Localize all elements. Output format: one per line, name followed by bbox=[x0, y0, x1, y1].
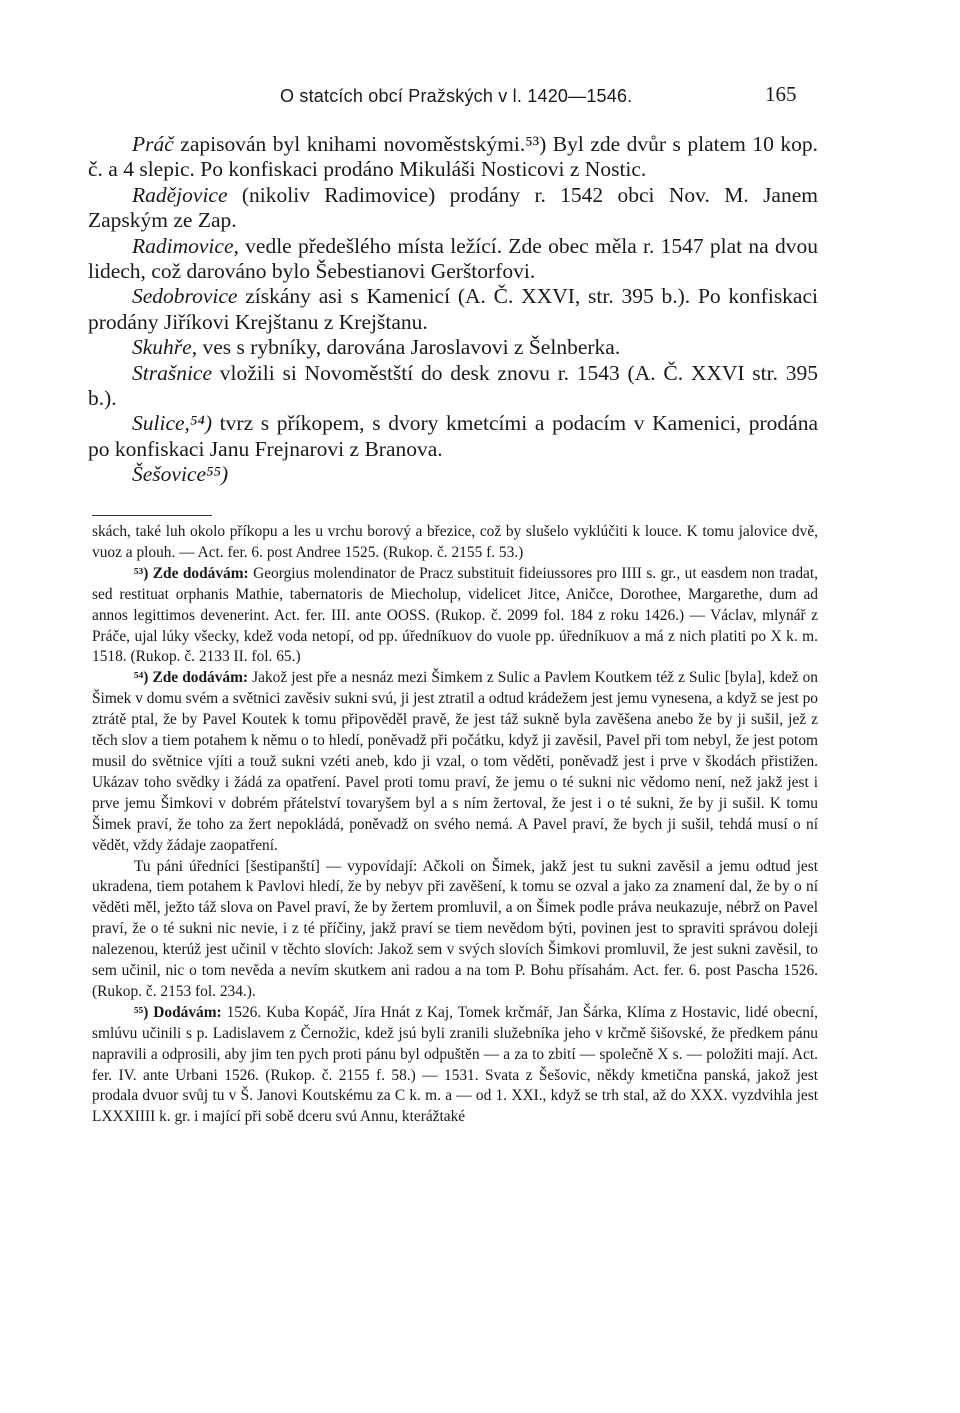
footnote-text: 1526. Kuba Kopáč, Jíra Hnát z Kaj, Tomek krčmář, Jan Šárka, Klíma z Hostavic, lidé obecní, smlúvu učinili s p. Ladislavem z Černožic, kdež jsú byli zranili služebníka jeho v krčmě šišovské, že předkem pánu napravili a odprosili, aby jim ten pych proti pánu byl odpuštěn — a za to zbití — společně X s. — položiti mají. Act. fer. IV. ante Urbani 1526. (Rukop. č. 2155 f. 58.) — 1531. Svata z Šešovic, někdy kmetična panská, jakož jest prodala dvuor svůj tu v Š. Janovi Koutskému za C k. m. a — od 1. XXI., když se trh stal, až do XXX. vyzdvihla jest LXXXIIII k. gr. i mající při sobě dceru svú Annu, kterážtaké bbox=[92, 1003, 819, 1126]
footnote-lead: ⁵³) Zde dodávám: bbox=[134, 564, 249, 582]
paragraph-strasnice bbox=[88, 361, 818, 412]
footnote-continuation bbox=[92, 522, 818, 564]
footnote-55 bbox=[92, 1003, 818, 1128]
place-name: Sedobrovice bbox=[132, 284, 238, 309]
footnote-text: Tu páni úředníci [šestipanští] — vypovídají: Ačkoli on Šimek, jakž jest tu sukni zavěsil a jemu odtud jest ukradena, tiem potahem k Pavlovi hledí, že by nebyv při zavěšení, k tomu se ozval a jako za znamení dal, že by o ní věděti měl, ježto táž slova on Pavel praví, že by žertem promluvil, a on Šimek podle práva neukazuje, nébrž on Pavel praví, že o té sukni nic nevie, i z té příčiny, jakž praví se tiem nevědom býti, povinen jest to spraviti správou doleji nalezenou, kterúž jest učinil v těchto slovích: Jakož sem v svých slovích Šimkovi promluvil, že jest sukni zavěsil, to sem učinil, nic o tom nevěda a nevím skutkem ani radou a na tom P. Bohu přísahám. Act. fer. 6. post Pascha 1526. (Rukop. č. 2153 fol. 234.). bbox=[92, 857, 818, 1000]
place-name: Práč bbox=[132, 132, 174, 156]
place-name: Strašnice bbox=[132, 360, 213, 385]
page-number: 165 bbox=[765, 82, 797, 106]
footnote-rule bbox=[92, 515, 212, 516]
footnote-lead: ⁵⁵) Dodávám: bbox=[134, 1003, 222, 1021]
paragraph-radejovice bbox=[88, 183, 818, 234]
paragraph-sesovice bbox=[88, 462, 818, 487]
footnote-54-verdict bbox=[92, 857, 818, 1003]
place-name: Radějovice bbox=[132, 182, 228, 207]
paragraph-text: tvrz s příkopem, s dvory kmetcími a podacím v Kamenici, prodána po konfiskaci Janu Frejnarovi z Branova. bbox=[88, 411, 818, 461]
place-name: Sulice,⁵⁴) bbox=[132, 411, 213, 436]
footnote-54 bbox=[92, 668, 818, 856]
paragraph-skuhre bbox=[88, 335, 818, 360]
paragraph-text: zapisován byl knihami novoměstskými.⁵³) Byl zde dvůr s platem 10 kop. č. a 4 slepic. Po konfiskaci prodáno Mikuláši Nosticovi z Nostic. bbox=[88, 132, 818, 182]
footnote-53 bbox=[92, 564, 818, 669]
paragraph-text: (nikoliv Radimovice) prodány r. 1542 obci Nov. M. Janem Zapským ze Zap. bbox=[88, 182, 818, 233]
paragraph-text: vložili si Novoměstští do desk znovu r. 1543 (A. Č. XXVI str. 395 b.). bbox=[88, 360, 818, 411]
paragraph-sulice bbox=[88, 411, 818, 462]
main-text bbox=[88, 132, 818, 488]
place-name: Skuhře, bbox=[132, 335, 198, 360]
running-title: O statcích obcí Pražských v l. 1420—1546. bbox=[280, 86, 633, 106]
footnotes bbox=[92, 522, 818, 1128]
footnote-text: skách, také luh okolo příkopu a les u vrchu borový a březice, což by slušelo vyklúčiti k louce. K tomu jalovice dvě, vuoz a plouh. — Act. fer. 6. post Andree 1525. (Rukop. č. 2155 f. 53.) bbox=[92, 523, 818, 561]
paragraph-sedobrovice bbox=[88, 284, 818, 335]
paragraph-prac bbox=[88, 132, 818, 183]
place-name: Šešovice⁵⁵) bbox=[132, 462, 229, 487]
footnote-text: Georgius molendinator de Pracz substituit fideiussores pro IIII s. gr., ut easdem non tradat, sed restituat orphanis Mathie, tabernatoris de Miecholup, videlicet Jitce, Aničce, Dorothee, Margarethe, dum ad annos legittimos devenerint. Act. fer. III. ante OOSS. (Rukop. č. 2099 fol. 184 z roku 1426.) — Václav, mlynář z Práče, ujal lúky všecky, kdež voda netopí, od pp. úředníkuov do vuole pp. úředníkuov a má z nich platiti po X k. m. 1518. (Rukop. č. 2133 II. fol. 65.) bbox=[92, 564, 818, 666]
paragraph-text: ves s rybníky, darována Jaroslavovi z Šelnberka. bbox=[197, 335, 621, 360]
footnote-text: Jakož jest pře a nesnáz mezi Šimkem z Sulic a Pavlem Koutkem též z Sulic [byla], kdež on Šimek v domu svém a světnici zavěsiv sukni svú, ji jest ztratil a odtud krádežem jest jemu vynesena, a když se jest po ztrátě ptal, že by Pavel Koutek k tomu připověděl pravě, že jest táž sukně byla zavěšena anebo že by ji sušil, jež z těch slov a tiem potahem k němu o to hledí, poněvadž při počátku, když ji zavěsil, Pavel při tom nebyl, že jest potom musil do světnice vjíti a touž sukni vzéti aneb, kdo ji vzal, o tom věděti, poněvadž jest i prve v škodách přistižen. Ukázav toho svědky i žádá za opatření. Pavel proti tomu praví, že jemu o té sukni nic vědomo není, než jakž jest i prve jemu Šimkovi v dobrém přátelství tovaryšem byl a s ním žertoval, že jest i o té sukni, že by ji sušil. K tomu Šimek praví, že toho za žert nepokládá, poněvadž on svého nemá. A Pavel praví, že bych ji sušil, tehdá musí o ní vědět, vždy žádaje zaopatření. bbox=[92, 669, 818, 854]
paragraph-text: získány asi s Kamenicí (A. Č. XXVI, str. 395 b.). Po konfiskaci prodány Jiříkovi Krejštanu z Krejštanu. bbox=[88, 284, 818, 334]
footnote-lead: ⁵⁴) Zde dodávám: bbox=[134, 669, 249, 687]
place-name: Radimovice, bbox=[132, 233, 239, 258]
paragraph-text: vedle předešlého místa ležící. Zde obec měla r. 1547 plat na dvou lidech, což darováno bylo Šebestianovi Gerštorfovi. bbox=[88, 233, 818, 284]
paragraph-radimovice bbox=[88, 234, 818, 285]
